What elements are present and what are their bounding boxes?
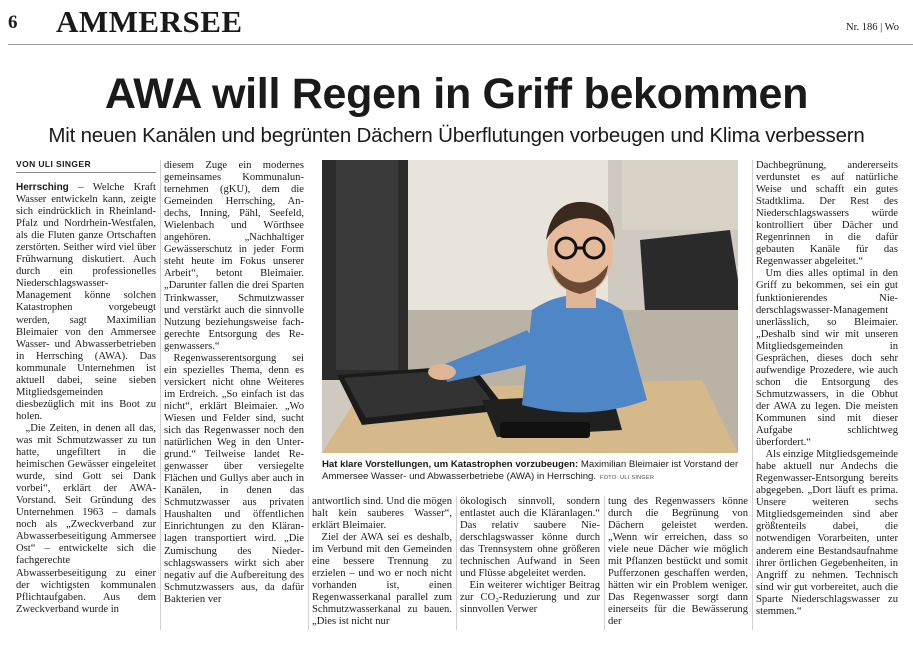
page-number: 6: [8, 12, 18, 33]
caption-text: Maximilian Bleimaier ist Vorstand der Ammersee Wasser- und Abwasserbetriebe (AWA) in Herrsching.: [322, 459, 739, 482]
paragraph: ökologisch sinnvoll, sondern entlastet auch die Kläranlagen.“ Das relativ saubere Niederschlagswasser könne durch das Trennsystem ohne größeren technischen Aufwand in Seen und Flüsse abgeleitet werden.: [460, 496, 600, 580]
paragraph: „Die Zeiten, in denen all das, was mit Schmutzwasser zu tun hatte, ungefiltert in die heimischen Gewässer eingeleitet wurde, sind Gott sei Dank vorbei“, erklärt der AWA-Vorstand. Seit Gründung des Unternehmen 1963 – damals noch als „Zweckverband zur Abwasserbeseitigung Ammersee Ost“ – entwickelte sich die fachgerechte Abwasserbeseitigung zu einer der wichtigsten kommunalen Pflichtaufgaben. Aus dem Zweckverband wurde in: [16, 422, 156, 615]
dateline: Herrsching: [16, 182, 69, 193]
byline-divider: [16, 172, 156, 173]
column-rule: [160, 160, 161, 630]
byline: VON ULI SINGER: [16, 159, 92, 169]
issue-info: Nr. 186 | Wo: [846, 22, 899, 33]
column-rule: [308, 496, 309, 630]
paragraph: diesem Zuge ein modernes gemeinsames Kommunalunternehmen (gKU), dem die Gemeinden Herrsching, Andechs, Inning, Pähl, Seefeld, Wielenbach und Wörthsee angehören. „Nachhaltiger Gewässerschutz in jeder Form steht heute im Fokus unserer Arbeit“, betont Bleimaier. „Darunter fallen die drei Sparten Trinkwasser, Schmutzwasser und verstärkt auch die sinnvolle Nutzung beziehungsweise fachgerechte Entsorgung des Regenwassers.“: [164, 160, 304, 352]
photo-caption: [322, 459, 740, 484]
caption-lead: Hat klare Vorstellungen, um Katastrophen vorzubeugen:: [322, 459, 579, 470]
section-title: AMMERSEE: [56, 4, 243, 39]
paragraph: Dachbegrünung, andererseits verdunstet es auf natürliche Weise und schafft ein gutes Stadtklima. Der Rest des Niederschlagswassers würde kontrolliert über Dächer und Regenrinnen in die dafür gebauten Kanäle für das Regenwasser abgeleitet.“: [756, 160, 898, 268]
article-headline: AWA will Regen in Griff bekommen: [104, 70, 809, 118]
paragraph: Um dies alles optimal in den Griff zu bekommen, sei ein gut funktionierendes Niederschlagswasser-Management unerlässlich, so Bleimaier. „Deshalb sind wir mit unseren Mitgliedsgemeinden in Gesprächen, dieses doch sehr aufwendige Prozedere, wie auch schon die Entsorgung des Schmutzwassers, in die Obhut der AWA zu legen. Die meisten Kommunen sind mit dieser Aufgabe schlichtweg überfordert.“: [756, 268, 898, 449]
article-column-2: [164, 160, 304, 606]
article-subheadline: Mit neuen Kanälen und begrünten Dächern Überflutungen vorbeugen und Klima verbessern: [48, 124, 865, 147]
paragraph: Als einzige Mitgliedsgemeinde habe aktuell nur Andechs die Regenwasser-Entsorgung bereits abgegeben. „Dort läuft es prima. Unsere weiteren sechs Mitgliedsgemeinden sind aber größtenteils dabei, die notwendigen Vorarbeiten, unter anderem eine Bestandsaufnahme ihrer örtlichen Gegebenheiten, in Angriff zu nehmen. Technisch sind wir gut vorbereitet, auch die Sparte Niederschlagswasser zu stemmen.“: [756, 449, 898, 617]
header-divider: [8, 44, 913, 45]
article-column-1: [16, 182, 156, 616]
photo-credit: FOTO: ULI SINGER: [600, 475, 655, 481]
paragraph: Ein weiterer wichtiger Beitrag zur CO₂-Reduzierung und zur sinnvollen Verwer: [460, 580, 600, 616]
article-photo: [322, 160, 738, 453]
photo-illustration: [322, 160, 738, 453]
paragraph-text: – Welche Kraft Wasser entwickeln kann, zeigte sich eindrücklich in Rheinland-Pfalz und Nordrhein-Westfalen, als die Fluten ganze Ortschaften zerstörten. Seither wird viel über Frühwarnung diskutiert. Auch durch ein professionelles Niederschlagswasser-Management könne solchen Katastrophen vorgebeugt werden, sagt Maximilian Bleimaier von den Ammersee Wasser- und Abwasserbetrieben in Herrsching (AWA). Das kommunale Unternehmen ist aktuell dabei, seine sieben Mitgliedsgemeinden diesbezüglich mit ins Boot zu holen.: [16, 182, 156, 422]
paragraph: [16, 182, 156, 423]
article-column-4: [460, 496, 600, 616]
column-rule: [456, 496, 457, 630]
paragraph: antwortlich sind. Und die mögen halt kein sauberes Wasser“, erklärt Bleimaier.: [312, 496, 452, 532]
column-rule: [604, 496, 605, 630]
article-column-5: [608, 496, 748, 629]
article-column-3: [312, 496, 452, 629]
paragraph: Ziel der AWA sei es deshalb, im Verbund mit den Gemeinden eine bessere Trennung zu erzielen – und wo er noch nicht vorhanden ist, einen Regenwasserkanal parallel zum Schmutzwasserkanal zu bauen. „Dies ist nicht nur: [312, 532, 452, 628]
paragraph: tung des Regenwassers könne durch die Begrünung von Dächern geleistet werden. „Wenn wir erreichen, dass so viele neue Dächer wie möglich mit Pflanzen bestückt und somit Pufferzonen geschaffen werden, hätten wir ein Problem weniger. Das Regenwasser sorgt dann einerseits für die Bewässerung der: [608, 496, 748, 628]
column-rule: [752, 160, 753, 630]
article-column-6: [756, 160, 898, 618]
paragraph: Regenwasserentsorgung sei ein spezielles Thema, denn es versickert nicht ohne Weiteres im Erdreich. „So einfach ist das nicht“, erklärt Bleimaier. „Wo Wiesen und Felder sind, sucht sich das Regenwasser noch den natürlichen Weg in den Untergrund.“ Teilweise landet Regenwasser über versiegelte Flächen und Gullys aber auch in Kanälen, in denen das Schmutzwasser aus privaten Haushalten und öffentlichen Einrichtungen zu den Kläranlagen transportiert wird. „Die Zumischung des Niederschlagswassers wirkt sich aber negativ auf die Aufbereitung des Schmutzwassers aus, da dafür Bakterien ver: [164, 352, 304, 605]
